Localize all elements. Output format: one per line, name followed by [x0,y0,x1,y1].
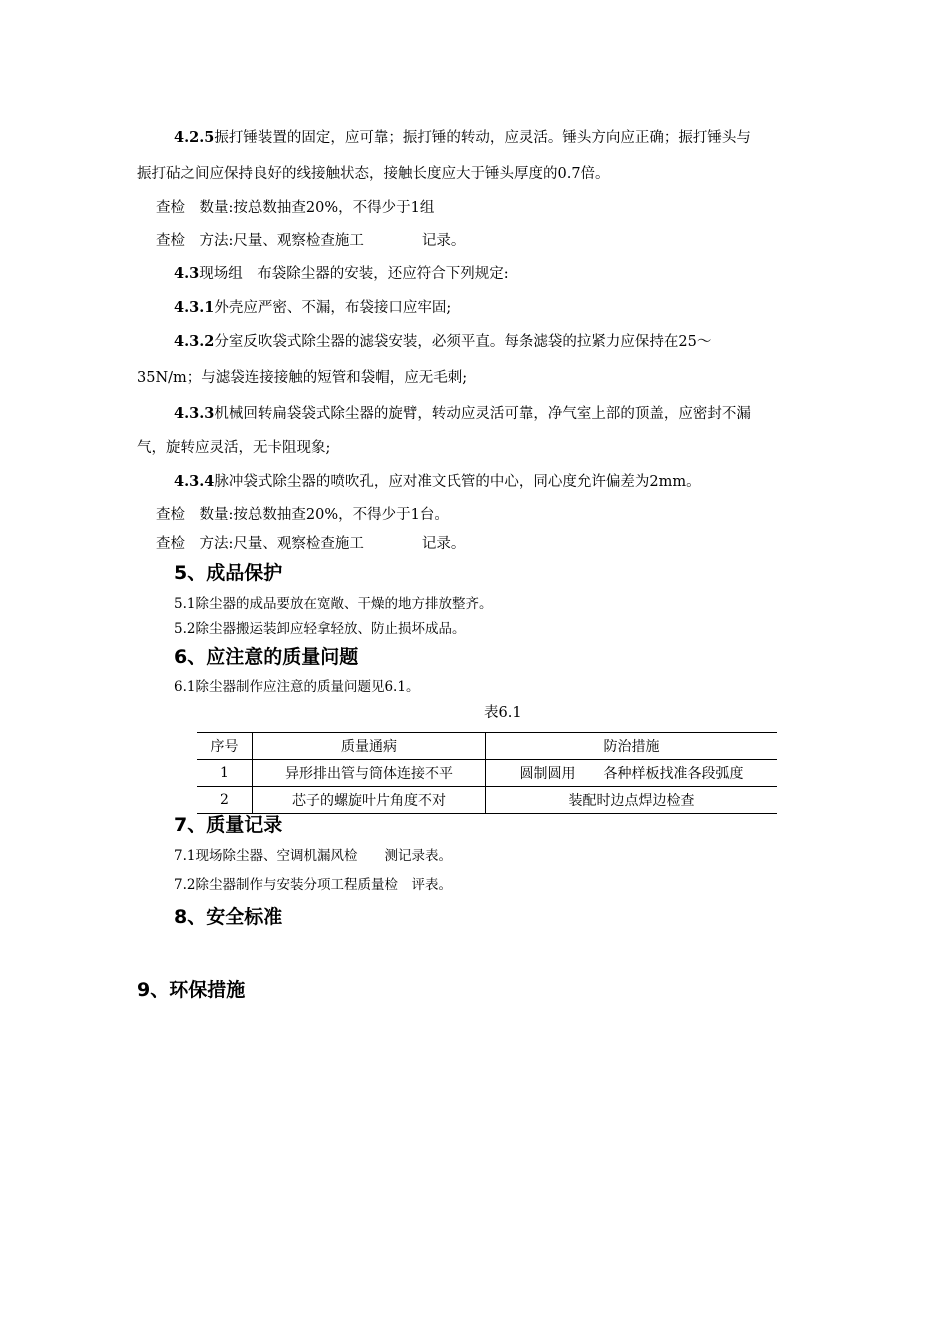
table-caption: 表6.1 [484,705,522,721]
section-heading-9: 9、环保措施 [137,979,246,1001]
clause-4-3-3 [174,404,751,424]
clause-4-3-2 [174,332,711,352]
clause-text: 分室反吹袋式除尘器的滤袋安装，必须平直。每条滤袋的拉紧力应保持在25～ [214,334,712,350]
section-heading-5: 5、成品保护 [174,562,283,584]
table-cell: 2 [197,787,253,814]
clause-text: 现场组 布袋除尘器的安装，还应符合下列规定: [199,266,509,282]
list-item: 5.1除尘器的成品要放在宽敞、干燥的地方排放整齐。 [174,596,493,612]
table-row [197,787,777,814]
section-intro: 6.1除尘器制作应注意的质量问题见6.1。 [174,679,420,695]
quality-issues-table [197,732,777,814]
header-cell: 防治措施 [486,733,778,760]
table-cell: 芯子的螺旋叶片角度不对 [253,787,486,814]
table-cell: 装配时边点焊边检查 [486,787,778,814]
table-header-row [197,733,777,760]
check-quantity: 查检 数量:按总数抽查20%，不得少于1组 [156,200,435,216]
clause-4-3-1 [174,298,451,318]
check-quantity: 查检 数量:按总数抽查20%，不得少于1台。 [156,507,449,523]
clause-number: 4.3.3 [174,405,215,422]
clause-text: 外壳应严密、不漏，布袋接口应牢固; [214,300,452,316]
section-heading-7: 7、质量记录 [174,814,283,836]
clause-number: 4.2.5 [174,129,215,146]
clause-number: 4.3.2 [174,333,215,350]
clause-number: 4.3 [174,265,200,282]
clause-4-2-5-continued: 振打砧之间应保持良好的线接触状态，接触长度应大于锤头厚度的0.7倍。 [137,166,610,182]
clause-4-3-2-continued: 35N/m；与滤袋连接接触的短管和袋帽，应无毛刺; [137,370,468,386]
clause-4-2-5 [174,128,751,148]
list-item: 7.1现场除尘器、空调机漏风检 测记录表。 [174,848,452,864]
clause-text: 振打锤装置的固定，应可靠；振打锤的转动，应灵活。锤头方向应正确；振打锤头与 [214,130,751,146]
clause-text: 机械回转扁袋袋式除尘器的旋臂，转动应灵活可靠，净气室上部的顶盖，应密封不漏 [214,406,751,422]
table-cell: 异形排出管与筒体连接不平 [253,760,486,787]
section-heading-8: 8、安全标准 [174,906,283,928]
section-heading-6: 6、应注意的质量问题 [174,646,359,668]
header-cell: 序号 [197,733,253,760]
clause-number: 4.3.4 [174,473,215,490]
clause-4-3-3-continued: 气，旋转应灵活，无卡阻现象; [137,440,331,456]
check-method: 查检 方法:尺量、观察检查施工 记录。 [156,536,466,552]
table-row [197,760,777,787]
clause-4-3 [174,264,509,284]
check-method: 查检 方法:尺量、观察检查施工 记录。 [156,233,466,249]
clause-text: 脉冲袋式除尘器的喷吹孔，应对准文氏管的中心，同心度允许偏差为2mm。 [214,474,701,490]
clause-4-3-4 [174,472,701,492]
header-cell: 质量通病 [253,733,486,760]
list-item: 7.2除尘器制作与安装分项工程质量检 评表。 [174,877,452,893]
table-cell: 圆制圆用 各种样板找准各段弧度 [486,760,778,787]
table-cell: 1 [197,760,253,787]
list-item: 5.2除尘器搬运装卸应轻拿轻放、防止损坏成品。 [174,621,466,637]
clause-number: 4.3.1 [174,299,215,316]
